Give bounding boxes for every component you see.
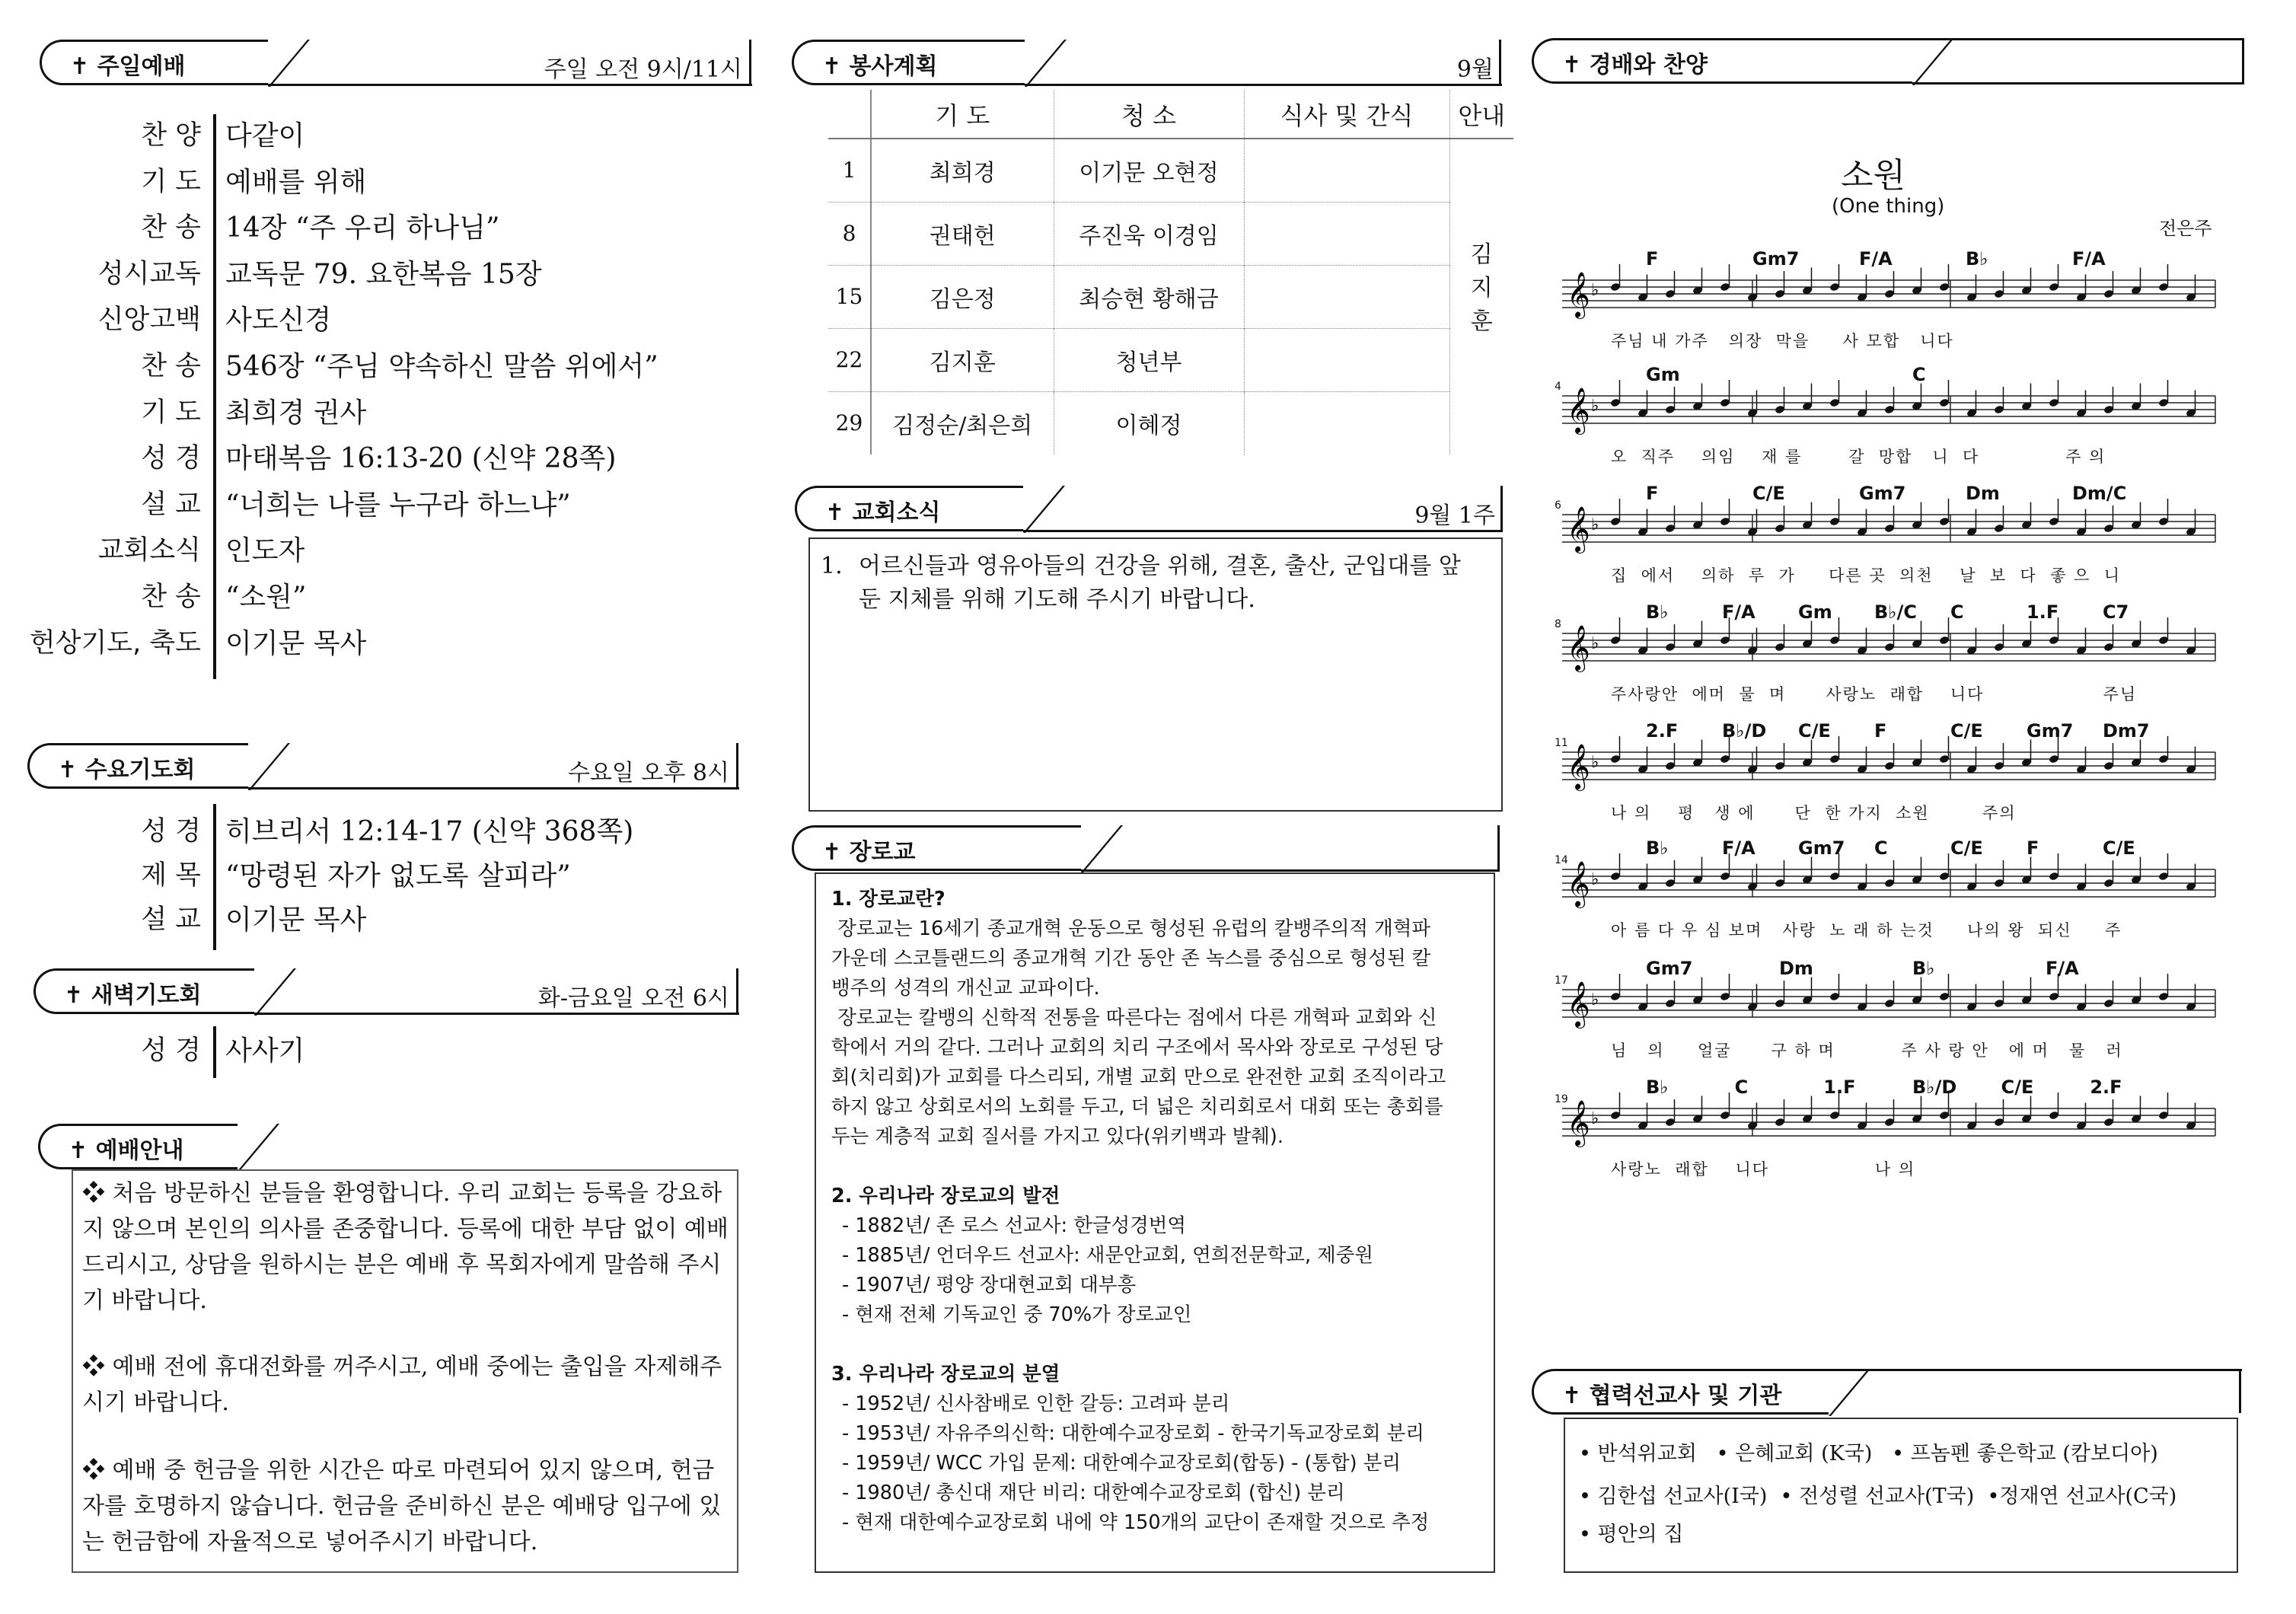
treble-clef-icon: 𝄞	[1567, 506, 1590, 552]
chord-symbol: C/E	[2103, 837, 2135, 859]
lyric-line: 님 의 얼굴 구 하 며 주 사 랑 안 에 머 물 러	[1611, 1041, 2123, 1060]
order-label: 신앙고백	[97, 305, 201, 336]
order-label: 설 교	[141, 489, 201, 520]
order-value: 이기문 목사	[225, 904, 367, 936]
presby-heading-3: 3. 우리나라 장로교의 분열	[831, 1363, 1060, 1386]
presby-line: - 1882년/ 존 로스 선교사: 한글성경번역	[842, 1214, 1187, 1237]
guide-name-char: 김	[1470, 241, 1493, 268]
order-value: “망령된 자가 없도록 살피라”	[225, 860, 571, 892]
sunday-header	[40, 40, 751, 88]
service-clean: 청년부	[1054, 328, 1244, 391]
chord-symbol: 1.F	[1823, 1077, 1856, 1098]
guide-box	[72, 1169, 738, 1573]
service-header	[792, 40, 1501, 88]
order-label: 찬 송	[141, 212, 201, 244]
measure-number: 6	[1555, 499, 1561, 512]
chord-symbol: F	[1646, 483, 1659, 504]
service-rows	[828, 139, 1513, 455]
order-value: 14장 “주 우리 하나님”	[225, 212, 500, 244]
dawn-time: 화-금요일 오전 6시	[537, 985, 729, 1012]
order-label: 기 도	[141, 397, 201, 428]
chord-symbol: Gm7	[2027, 720, 2074, 742]
service-clean: 이혜정	[1054, 391, 1244, 455]
order-label: 성 경	[141, 816, 201, 847]
service-row	[828, 265, 1513, 328]
order-value: 다같이	[225, 120, 305, 152]
measure-number: 8	[1555, 618, 1561, 630]
order-value: 사도신경	[225, 305, 332, 337]
treble-clef-icon: 𝄞	[1567, 272, 1590, 317]
order-label: 성시교독	[97, 258, 201, 289]
service-row	[828, 202, 1513, 265]
service-prayer: 김지훈	[871, 328, 1054, 391]
staff-system	[1555, 601, 2217, 719]
service-clean: 주진욱 이경임	[1054, 202, 1244, 265]
chord-symbol: Dm	[1966, 483, 2000, 504]
treble-clef-icon: 𝄞	[1567, 861, 1590, 907]
order-value: 마태복음 16:13-20 (신약 28쪽)	[225, 443, 617, 475]
partners-title: ✝ 협력선교사 및 기관	[1562, 1383, 1782, 1409]
news-item-number: 1.	[821, 553, 843, 579]
lyric-line: 나 의 평 생 에 단 한 가지 소원 주의	[1611, 804, 2017, 822]
service-prayer: 최희경	[871, 139, 1054, 202]
service-date: 22	[828, 328, 871, 391]
presby-line: - 1980년/ 총신대 재단 비리: 대한예수교장로회 (합신) 분리	[842, 1482, 1345, 1504]
presby-line: 장로교는 16세기 종교개혁 운동으로 형성된 유럽의 칼뱅주의적 개혁파	[831, 917, 1431, 940]
partners-box	[1564, 1418, 2238, 1573]
measure-number: 19	[1555, 1093, 1568, 1105]
col-clean: 청 소	[1054, 90, 1244, 139]
chord-symbol: B♭/C	[1874, 601, 1917, 623]
news-week: 9월 1주	[1414, 502, 1495, 529]
flat-icon: ♭	[1591, 397, 1599, 416]
presby-box	[815, 872, 1495, 1573]
service-month: 9월	[1456, 56, 1494, 83]
order-value: “너희는 나를 누구라 하느냐”	[225, 489, 571, 521]
presby-body	[831, 885, 1446, 1538]
presby-title: ✝ 장로교	[822, 839, 916, 866]
service-meal	[1244, 328, 1449, 391]
staff-system	[1555, 364, 2217, 481]
guide-name-char: 훈	[1470, 308, 1493, 335]
chord-symbol: C/E	[1950, 837, 1983, 859]
presby-line: 두는 계층적 교회 질서를 가지고 있다(위키백과 발췌).	[831, 1125, 1284, 1148]
partners-header	[1532, 1369, 2241, 1418]
chord-symbol: Gm	[1646, 364, 1680, 385]
chord-symbol: B♭/D	[1912, 1077, 1957, 1098]
service-table	[828, 90, 1513, 455]
chord-symbol: B♭	[1646, 601, 1669, 623]
sunday-title: ✝ 주일예배	[70, 53, 186, 80]
presby-section-2	[831, 1211, 1446, 1330]
col-guide: 안내	[1449, 90, 1513, 139]
service-row	[828, 139, 1513, 202]
song-title: 소원	[1841, 156, 1906, 195]
service-prayer: 김정순/최은희	[871, 391, 1054, 455]
presby-line: 가운데 스코틀랜드의 종교개혁 기간 동안 존 녹스를 중심으로 형성된 칼	[831, 947, 1431, 970]
flat-icon: ♭	[1591, 281, 1599, 300]
chord-symbol: F/A	[1722, 837, 1755, 859]
order-label: 찬 송	[141, 582, 201, 612]
song-subtitle: (One thing)	[1832, 195, 1945, 218]
song-composer: 전은주	[2159, 218, 2212, 239]
partners-line: • 반석위교회 • 은혜교회 (K국) • 프놈펜 좋은학교 (캄보디아)	[1579, 1442, 2158, 1466]
order-value: 히브리서 12:14-17 (신약 368쪽)	[225, 816, 634, 847]
treble-clef-icon: 𝄞	[1567, 1100, 1590, 1146]
service-meal	[1244, 139, 1449, 202]
order-label: 기 도	[141, 166, 201, 197]
presby-line: 장로교는 칼뱅의 신학적 전통을 따른다는 점에서 다른 개혁파 교회와 신	[831, 1006, 1437, 1029]
order-value: 인도자	[225, 535, 305, 567]
service-title: ✝ 봉사계획	[822, 53, 938, 80]
chord-symbol: F	[1874, 720, 1887, 742]
col-prayer: 기 도	[871, 90, 1054, 139]
chord-symbol: C/E	[2001, 1077, 2034, 1098]
presby-line: - 1959년/ WCC 가입 문제: 대한예수교장로회(합동) - (통합) 분리	[842, 1452, 1401, 1475]
flat-icon: ♭	[1591, 870, 1599, 889]
lyric-line: 주님 내 가주 의장 막을 사 모합 니다	[1611, 332, 1954, 350]
flat-icon: ♭	[1591, 990, 1599, 1010]
order-label: 성 경	[141, 443, 201, 474]
service-meal	[1244, 202, 1449, 265]
staff-system	[1555, 1077, 2217, 1194]
flat-icon: ♭	[1591, 634, 1599, 653]
service-prayer: 권태헌	[871, 202, 1054, 265]
measure-number: 14	[1555, 854, 1568, 866]
order-label: 헌상기도, 축도	[29, 627, 201, 659]
order-label: 성 경	[141, 1035, 201, 1066]
chord-symbol: C/E	[1798, 720, 1831, 742]
presby-line: 하지 않고 상회로서의 노회를 두고, 더 넓은 치리회로서 대회 또는 총회를	[831, 1096, 1443, 1118]
chord-symbol: B♭	[1646, 1077, 1669, 1098]
presby-line: - 현재 대한예수교장로회 내에 약 150개의 교단이 존재할 것으로 추정	[842, 1511, 1430, 1534]
news-item-text: 둔 지체를 위해 기도해 주시기 바랍니다.	[859, 586, 1255, 613]
order-value: 546장 “주님 약속하신 말씀 위에서”	[225, 351, 659, 382]
measure-number: 11	[1555, 737, 1568, 749]
service-clean: 최승현 황해금	[1054, 265, 1244, 328]
order-label: 찬 양	[141, 120, 201, 151]
staff-system	[1562, 248, 2217, 365]
presby-line: 뱅주의 성격의 개신교 교파이다.	[831, 977, 1100, 1000]
measure-number: 17	[1555, 974, 1568, 987]
guide-paragraph: ❖ 예배 중 헌금을 위한 시간은 따로 마련되어 있지 않으며, 헌금자를 호명하지 않습니다. 헌금을 준비하신 분은 예배당 입구에 있는 헌금함에 자율적으로 넣어주시기 바랍니다.	[82, 1457, 722, 1555]
presby-heading-2: 2. 우리나라 장로교의 발전	[831, 1185, 1060, 1207]
service-row	[828, 328, 1513, 391]
chord-symbol: Gm7	[1859, 483, 1906, 504]
guide-name-char: 지	[1470, 275, 1493, 301]
flat-icon: ♭	[1591, 753, 1599, 772]
chord-symbol: C	[1950, 601, 1964, 623]
lyric-line: 아 름 다 우 심 보며 사랑 노 래 하 는것 나의 왕 되신 주	[1611, 921, 2122, 939]
chord-symbol: Dm	[1779, 958, 1813, 979]
dawn-header	[33, 968, 738, 1017]
guide-paragraph: ❖ 예배 전에 휴대전화를 꺼주시고, 예배 중에는 출입을 자제해주시기 바랍니다.	[82, 1354, 722, 1416]
order-label: 설 교	[141, 904, 201, 935]
chord-symbol: B♭	[1912, 958, 1935, 979]
guide-paragraph: ❖ 처음 방문하신 분들을 환영합니다. 우리 교회는 등록을 강요하지 않으며 본인의 의사를 존중합니다. 등록에 대한 부담 없이 예배드리시고, 상담을 원하시는 분은 예배 후 목회자에게 말씀해 주시기 바랍니다.	[82, 1180, 729, 1314]
order-label: 제 목	[141, 860, 201, 891]
order-value: 사사기	[225, 1035, 305, 1067]
chord-symbol: C/E	[1950, 720, 1983, 742]
chord-symbol: C/E	[1752, 483, 1785, 504]
news-header	[795, 486, 1503, 534]
chord-symbol: C	[1912, 364, 1926, 385]
news-title: ✝ 교회소식	[825, 499, 941, 526]
chord-symbol: F/A	[2046, 958, 2079, 979]
lyric-line: 오 직주 의임 재 를 갈 망합 니 다 주 의	[1611, 448, 2106, 466]
presby-heading-1: 1. 장로교란?	[831, 888, 946, 911]
lyric-line: 집 에서 의하 루 가 다른 곳 의천 날 보 다 좋 으 니	[1611, 566, 2122, 585]
presby-line: - 1885년/ 언더우드 선교사: 새문안교회, 연희전문학교, 제중원	[842, 1244, 1374, 1267]
chord-symbol: Dm/C	[2072, 483, 2127, 504]
news-item-text: 어르신들과 영유아들의 건강을 위해, 결혼, 출산, 군입대를 앞	[859, 553, 1461, 579]
presby-line: - 1952년/ 신사참배로 인한 갈등: 고려파 분리	[842, 1392, 1230, 1415]
service-meal	[1244, 265, 1449, 328]
presby-line: - 1907년/ 평양 장대현교회 대부흥	[842, 1274, 1137, 1297]
presby-line: - 1953년/ 자유주의신학: 대한예수교장로회 - 한국기독교장로회 분리	[842, 1422, 1424, 1445]
treble-clef-icon: 𝄞	[1567, 981, 1590, 1027]
staff-system	[1555, 837, 2217, 955]
staff-system	[1555, 720, 2217, 837]
partners-line: • 김한섭 선교사(I국) • 전성렬 선교사(T국) •정재연 선교사(C국)	[1579, 1485, 2177, 1508]
service-date: 8	[828, 202, 871, 265]
service-clean: 이기문 오현정	[1054, 139, 1244, 202]
dawn-title: ✝ 새벽기도회	[64, 982, 202, 1009]
flat-icon: ♭	[1591, 1109, 1599, 1128]
measure-number: 4	[1555, 381, 1561, 393]
chord-symbol: C	[1874, 837, 1888, 859]
wednesday-divider	[213, 804, 216, 950]
news-box	[808, 537, 1503, 812]
guide-header	[38, 1124, 738, 1172]
chord-symbol: 2.F	[1646, 720, 1679, 742]
chord-symbol: F/A	[1859, 248, 1893, 270]
presby-line: - 현재 전체 기독교인 중 70%가 장로교인	[842, 1303, 1192, 1326]
service-meal	[1244, 391, 1449, 455]
service-row	[828, 391, 1513, 455]
chord-symbol: B♭/D	[1722, 720, 1767, 742]
presby-section-3	[831, 1389, 1446, 1538]
order-value: 최희경 권사	[225, 397, 367, 429]
chord-symbol: Dm7	[2103, 720, 2150, 742]
service-prayer: 김은정	[871, 265, 1054, 328]
col-meal: 식사 및 간식	[1244, 90, 1449, 139]
treble-clef-icon: 𝄞	[1567, 744, 1590, 789]
partners-line: • 평안의 집	[1579, 1523, 1684, 1546]
wednesday-header	[27, 743, 738, 792]
chord-symbol: Gm7	[1646, 958, 1693, 979]
worship-header	[1532, 38, 2244, 87]
service-date: 1	[828, 139, 871, 202]
order-label: 교회소식	[97, 535, 201, 566]
presby-line: 회(치리회)가 교회를 다스리되, 개별 교회 만으로 완전한 교회 조직이라고	[831, 1066, 1446, 1089]
service-guide	[1449, 139, 1513, 455]
chord-symbol: F	[2027, 837, 2039, 859]
guide-title: ✝ 예배안내	[69, 1137, 184, 1164]
chord-symbol: Gm7	[1798, 837, 1845, 859]
order-value: “소원”	[225, 582, 307, 613]
staff-system	[1555, 483, 2217, 600]
chord-symbol: 1.F	[2027, 601, 2059, 623]
wednesday-time: 수요일 오후 8시	[567, 760, 729, 786]
chord-symbol: B♭	[1646, 837, 1669, 859]
order-value: 예배를 위해	[225, 166, 367, 198]
order-value: 이기문 목사	[225, 627, 367, 659]
chord-symbol: C	[1734, 1077, 1749, 1098]
worship-title: ✝ 경배와 찬양	[1562, 52, 1708, 78]
flat-icon: ♭	[1591, 515, 1599, 534]
chord-symbol: F/A	[2072, 248, 2106, 270]
service-date: 29	[828, 391, 871, 455]
sunday-divider	[213, 114, 216, 679]
chord-symbol: F	[1646, 248, 1659, 270]
presby-header	[792, 825, 1503, 874]
wednesday-title: ✝ 수요기도회	[58, 757, 196, 783]
lyric-line: 사랑노 래합 니다 나 의	[1611, 1160, 1916, 1179]
chord-symbol: F/A	[1722, 601, 1755, 623]
chord-symbol: Gm	[1798, 601, 1832, 623]
order-label: 찬 송	[141, 351, 201, 381]
presby-section-1	[831, 914, 1446, 1152]
presby-line: 학에서 거의 같다. 그러나 교회의 치리 구조에서 목사와 장로로 구성된 당	[831, 1036, 1443, 1059]
order-value: 교독문 79. 요한복음 15장	[225, 258, 542, 290]
treble-clef-icon: 𝄞	[1567, 388, 1590, 433]
sunday-time: 주일 오전 9시/11시	[544, 56, 742, 83]
chord-symbol: C7	[2103, 601, 2129, 623]
chord-symbol: 2.F	[2090, 1077, 2122, 1098]
dawn-divider	[213, 1026, 216, 1078]
treble-clef-icon: 𝄞	[1567, 625, 1590, 671]
staff-system	[1555, 958, 2217, 1075]
chord-symbol: B♭	[1966, 248, 1988, 270]
chord-symbol: Gm7	[1752, 248, 1800, 270]
lyric-line: 주사랑안 에머 물 며 사랑노 래합 니다 주님	[1611, 685, 2138, 703]
service-date: 15	[828, 265, 871, 328]
